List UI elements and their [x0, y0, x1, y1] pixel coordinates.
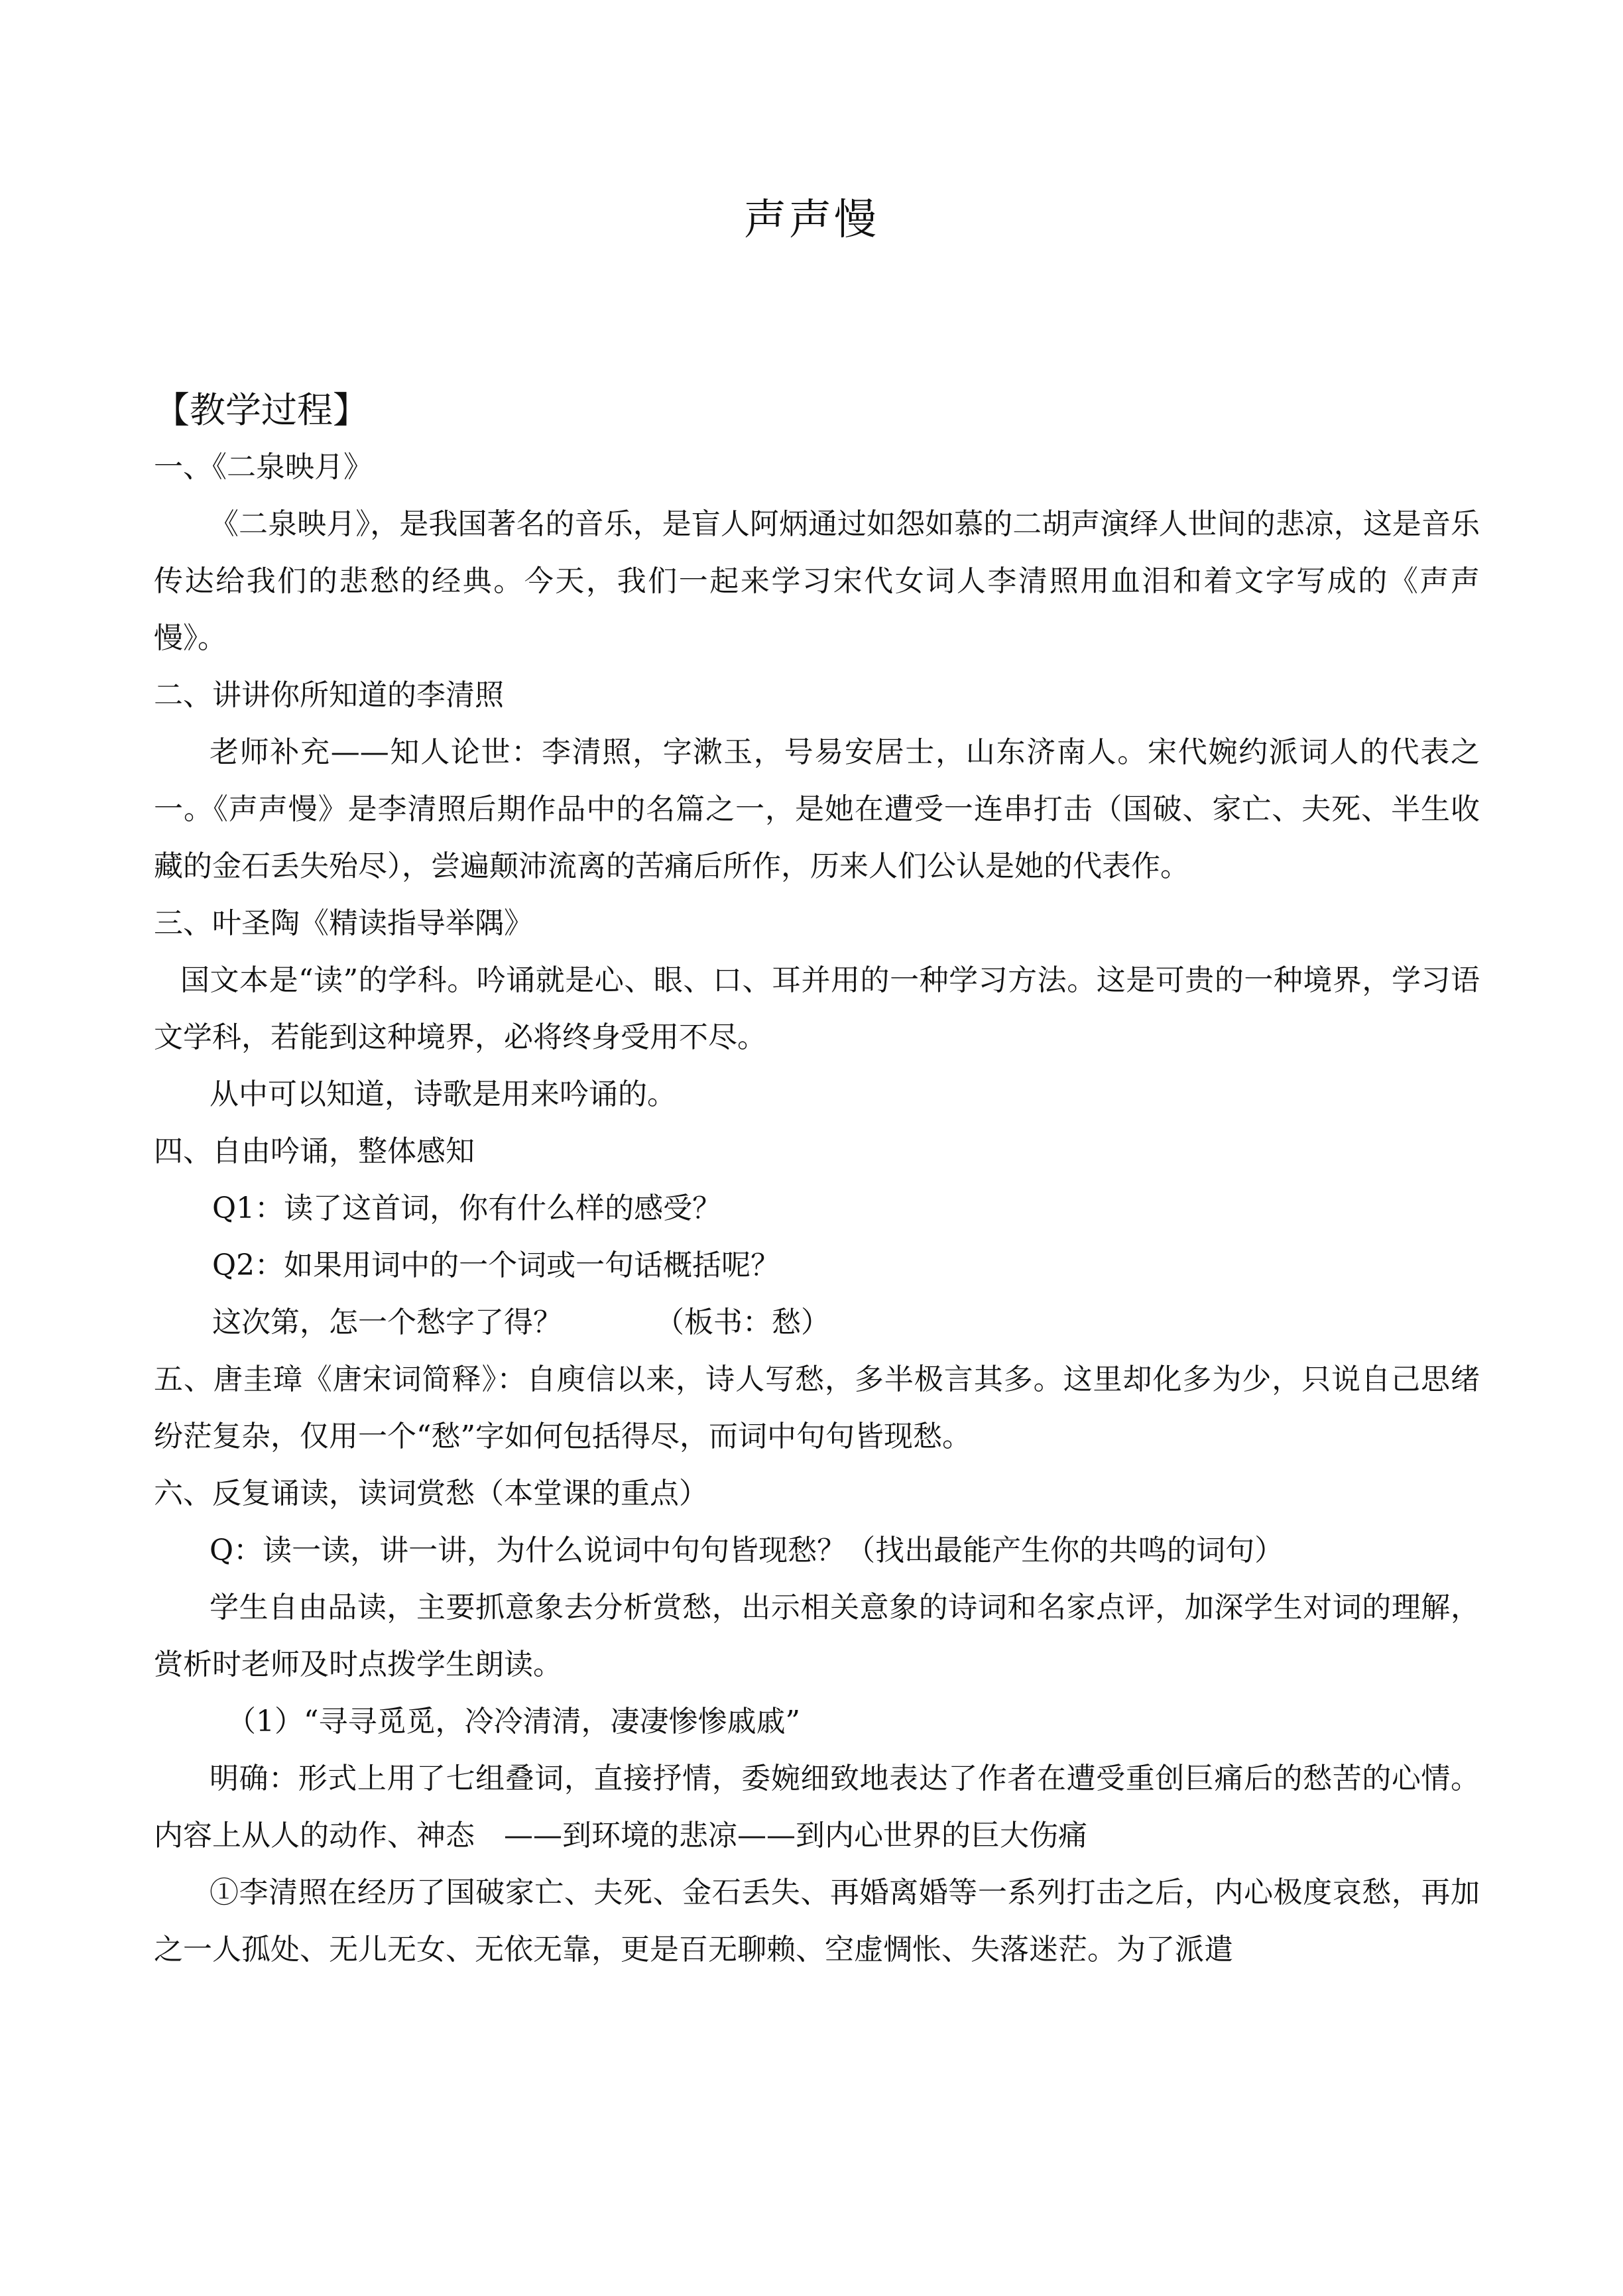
section-label: 【教学过程】 — [154, 389, 369, 431]
list-item-1: （1）“寻寻觅觅，冷冷清清，凄凄惨惨戚戚” — [227, 1705, 800, 1738]
note-1: ①李清照在经历了国破家亡、夫死、金石丢失、再婚离婚等一系列打击之后，内心极度哀愁，再加之一人孤处、无儿无女、无依无靠，更是百无聊赖、空虚惆怅、失落迷茫。为了派遣 — [154, 1876, 1480, 1966]
heading-3: 三、叶圣陶《精读指导举隅》 — [154, 906, 533, 940]
heading-4: 四、自由吟诵，整体感知 — [154, 1134, 475, 1168]
clarification: 明确：形式上用了七组叠词，直接抒情，委婉细致地表达了作者在遭受重创巨痛后的愁苦的心情。内容上从人的动作、神态 ——到环境的悲凉——到内心世界的巨大伤痛 — [154, 1762, 1480, 1852]
heading-6: 六、反复诵读，读词赏愁（本堂课的重点） — [154, 1477, 708, 1510]
quote-line — [154, 1294, 1480, 1351]
question-1: Q1：读了这首词，你有什么样的感受？ — [212, 1191, 722, 1225]
paragraph-3: 国文本是“读”的学科。吟诵就是心、眼、口、耳并用的一种学习方法。这是可贵的一种境界，学习语文学科，若能到这种境界，必将终身受用不尽。 — [154, 963, 1480, 1054]
heading-1: 一、《二泉映月》 — [154, 450, 373, 484]
quote-text: 这次第，怎一个愁字了得？ — [212, 1305, 562, 1339]
paragraph-3b: 从中可以知道，诗歌是用来吟诵的。 — [210, 1077, 676, 1111]
question-6: Q：读一读，讲一讲，为什么说词中句句皆现愁？（找出最能产生你的共鸣的词句） — [210, 1534, 1284, 1567]
question-2: Q2：如果用词中的一个词或一句话概括呢？ — [212, 1248, 780, 1282]
paragraph-5: 五、唐圭璋《唐宋词简释》：自庾信以来，诗人写愁，多半极言其多。这里却化多为少，只说自己思绪纷茫复杂，仅用一个“愁”字如何包括得尽，而词中句句皆现愁。 — [154, 1362, 1480, 1453]
paragraph-6: 学生自由品读，主要抓意象去分析赏愁，出示相关意象的诗词和名家点评，加深学生对词的理解，赏析时老师及时点拨学生朗读。 — [154, 1591, 1480, 1681]
heading-2: 二、讲讲你所知道的李清照 — [154, 678, 504, 712]
document-body — [154, 382, 1480, 1978]
page-title: 声声慢 — [744, 196, 879, 245]
paragraph-1: 《二泉映月》，是我国著名的音乐，是盲人阿炳通过如怨如慕的二胡声演绎人世间的悲凉，这是音乐传达给我们的悲愁的经典。今天，我们一起来学习宋代女词人李清照用血泪和着文字写成的《声声慢》。 — [154, 507, 1480, 655]
paragraph-2: 老师补充——知人论世：李清照，字漱玉，号易安居士，山东济南人。宋代婉约派词人的代表之一。《声声慢》是李清照后期作品中的名篇之一，是她在遭受一连串打击（国破、家亡、夫死、半生收藏的金石丢失殆尽），尝遍颠沛流离的苦痛后所作，历来人们公认是她的代表作。 — [154, 735, 1480, 883]
board-note: （板书：愁） — [655, 1305, 830, 1339]
